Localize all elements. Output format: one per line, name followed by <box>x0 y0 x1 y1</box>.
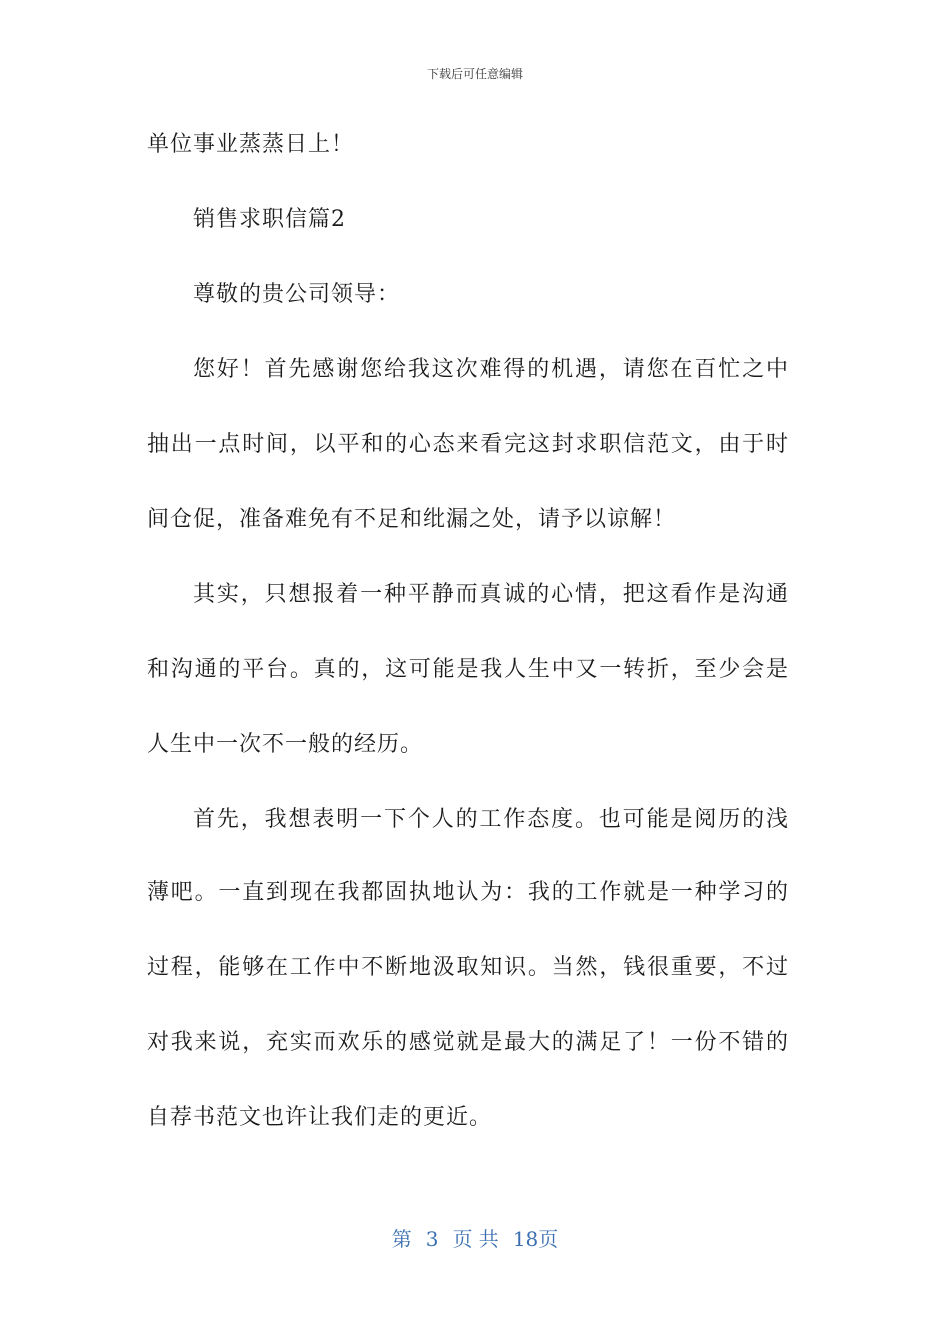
page-number: 3 <box>425 1227 439 1251</box>
text-line: 其实，只想报着一种平静而真诚的心情，把这看作是沟通 <box>193 582 789 607</box>
salutation: 尊敬的贵公司领导： <box>193 282 401 307</box>
page-prefix: 第 <box>391 1227 412 1251</box>
page-suffix: 页 <box>538 1227 559 1251</box>
page-indicator <box>0 1226 950 1252</box>
text-line: 和沟通的平台。真的，这可能是我人生中又一转折，至少会是 <box>147 657 789 682</box>
text-line: 对我来说，充实而欢乐的感觉就是最大的满足了！一份不错的 <box>147 1030 789 1055</box>
text-line: 人生中一次不一般的经历。 <box>147 732 424 757</box>
text-line: 抽出一点时间，以平和的心态来看完这封求职信范文，由于时 <box>147 432 789 457</box>
text-line: 间仓促，准备难免有不足和纰漏之处，请予以谅解！ <box>147 507 677 532</box>
text-line: 过程，能够在工作中不断地汲取知识。当然，钱很重要，不过 <box>147 955 789 980</box>
page-mid: 页 共 <box>452 1227 499 1251</box>
section-title: 销售求职信篇2 <box>193 207 346 232</box>
page-total: 18 <box>512 1227 539 1251</box>
text-line: 单位事业蒸蒸日上！ <box>147 132 355 157</box>
text-line: 自荐书范文也许让我们走的更近。 <box>147 1105 493 1130</box>
text-line: 您好！首先感谢您给我这次难得的机遇，请您在百忙之中 <box>193 357 789 382</box>
text-line: 首先，我想表明一下个人的工作态度。也可能是阅历的浅 <box>193 807 789 832</box>
header-note: 下载后可任意编辑 <box>426 67 523 81</box>
text-line: 薄吧。一直到现在我都固执地认为：我的工作就是一种学习的 <box>147 880 789 905</box>
